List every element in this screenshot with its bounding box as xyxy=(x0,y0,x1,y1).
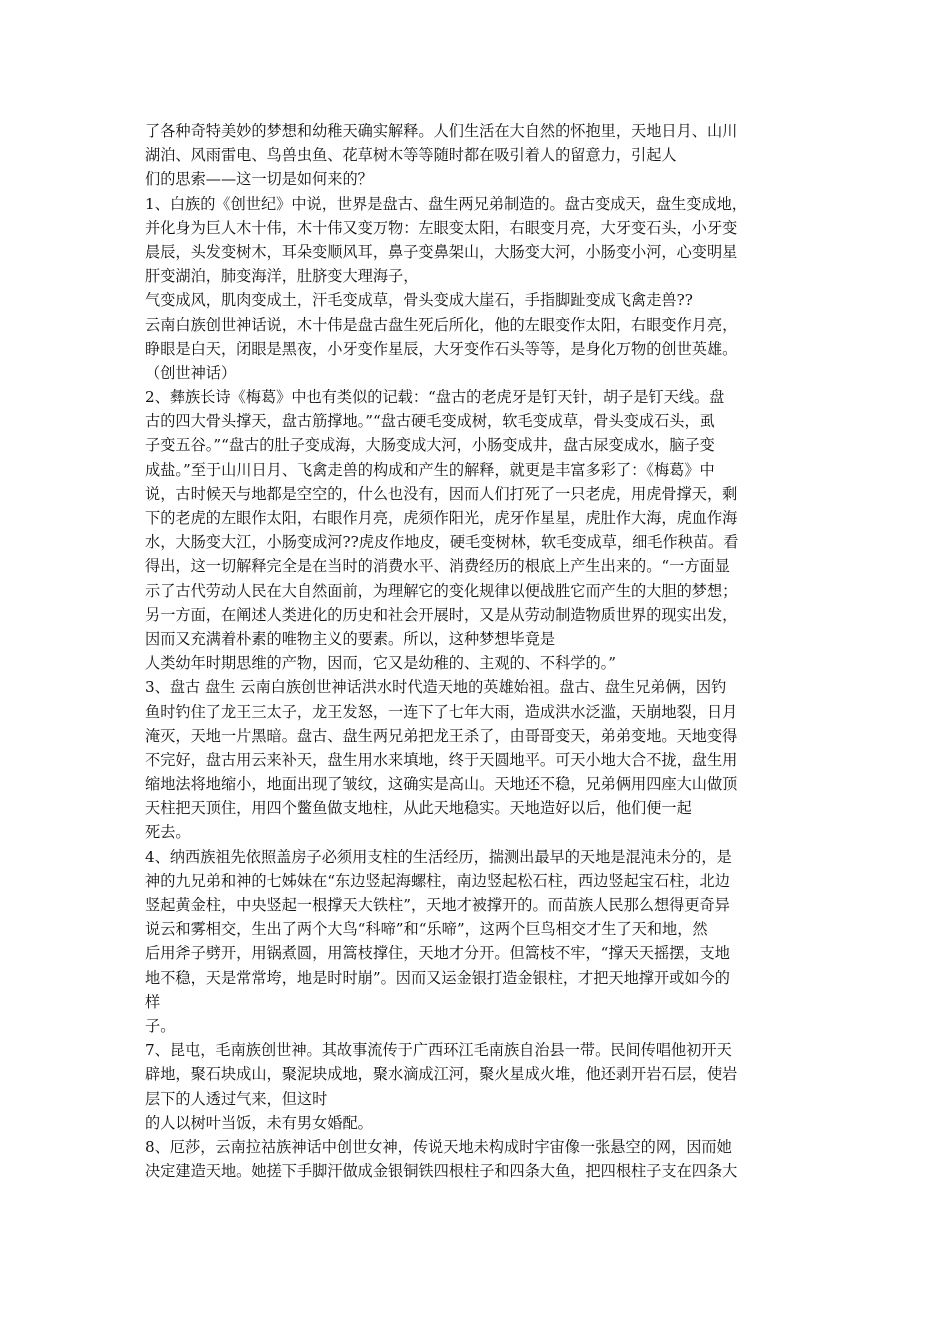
text-line: 8、厄莎，云南拉祜族神话中创世女神，传说天地未构成时宇宙像一张悬空的网，因而她 xyxy=(145,1137,732,1156)
text-line: 睁眼是白天，闭眼是黑夜，小牙变作星辰，大牙变作石头等等，是身化万物的创世英雄。 xyxy=(145,339,738,358)
text-line: 样 xyxy=(145,992,161,1011)
text-line: 决定建造天地。她搓下手脚汗做成金银铜铁四根柱子和四条大鱼，把四根柱子支在四条大 xyxy=(145,1162,738,1181)
text-line: 说云和雾相交，生出了两个大鸟“科啼”和“乐啼”，这两个巨鸟相交才生了天和地，然 xyxy=(145,920,708,939)
text-line: 1、白族的《创世纪》中说，世界是盘古、盘生两兄弟制造的。盘古变成天，盘生变成地， xyxy=(145,194,747,213)
text-line: 天柱把天顶住，用四个鳖鱼做支地柱，从此天地稳实。天地造好以后，他们便一起 xyxy=(145,799,692,818)
text-line: 气变成风，肌肉变成土，汗毛变成草，骨头变成大崖石，手指脚趾变成飞禽走兽?? xyxy=(145,291,693,310)
text-line: 们的思索——这一切是如何来的？ xyxy=(145,170,373,189)
text-line: 缩地法将地缩小，地面出现了皱纹，这确实是高山。天地还不稳，兄弟俩用四座大山做顶 xyxy=(145,775,738,794)
text-line: 湖泊、风雨雷电、鸟兽虫鱼、花草树木等等随时都在吸引着人的留意力，引起人 xyxy=(145,146,677,165)
text-line: 淹灭，天地一片黑暗。盘古、盘生两兄弟把龙王杀了，由哥哥变天，弟弟变地。天地变得 xyxy=(145,726,738,745)
text-line: 辟地，聚石块成山，聚泥块成地，聚水滴成江河，聚火星成火堆，他还剥开岩石层，使岩 xyxy=(145,1065,738,1084)
text-line: 7、昆屯，毛南族创世神。其故事流传于广西环江毛南族自治县一带。民间传唱他初开天 xyxy=(145,1041,732,1060)
text-line: 神的九兄弟和神的七姊妹在“东边竖起海螺柱，南边竖起松石柱，西边竖起宝石柱，北边 xyxy=(145,871,730,890)
text-line: 水，大肠变大江，小肠变成河??虎皮作地皮，硬毛变树林，软毛变成草，细毛作秧苗。看 xyxy=(145,533,739,552)
text-line: 人类幼年时期思维的产物，因而，它又是幼稚的、主观的、不科学的。” xyxy=(145,654,616,673)
text-line: 死去。 xyxy=(145,823,191,842)
text-line: 另一方面，在阐述人类进化的历史和社会开展时，又是从劳动制造物质世界的现实出发， xyxy=(145,605,738,624)
text-line: 云南白族创世神话说，木十伟是盘古盘生死后所化，他的左眼变作太阳，右眼变作月亮， xyxy=(145,315,738,334)
text-line: 得出，这一切解释完全是在当时的消费水平、消费经历的根底上产生出来的。“一方面显 xyxy=(145,557,730,576)
text-line: 不完好，盘古用云来补天，盘生用水来填地，终于天圆地平。可天小地大合不拢，盘生用 xyxy=(145,750,738,769)
text-line: 下的老虎的左眼作太阳，右眼作月亮，虎须作阳光，虎牙作星星，虎肚作大海，虎血作海 xyxy=(145,509,738,527)
text-line: 成盐。”至于山川日月、飞禽走兽的构成和产生的解释，就更是丰富多彩了：《梅葛》中 xyxy=(145,460,715,479)
text-line: 子。 xyxy=(145,1016,176,1035)
text-line: 层下的人透过气来，但这时 xyxy=(145,1089,328,1108)
text-line: 并化身为巨人木十伟，木十伟又变万物：左眼变太阳，右眼变月亮，大牙变石头，小牙变 xyxy=(145,218,738,237)
text-line: 后用斧子劈开，用锅煮圆，用篙枝撑住，天地才分开。但篙枝不牢，“撑天天摇摆，支地 xyxy=(145,944,730,963)
text-line: 竖起黄金柱，中央竖起一根撑天大铁柱”，天地才被撑开的。而苗族人民那么想得更奇异 xyxy=(145,896,730,914)
text-line: 晨辰，头发变树木，耳朵变顺风耳，鼻子变鼻架山，大肠变大河，小肠变小河，心变明星 xyxy=(145,242,738,261)
text-line: 了各种奇特美妙的梦想和幼稚天确实解释。人们生活在大自然的怀抱里，天地日月、山川 xyxy=(145,122,738,140)
text-line: 因而又充满着朴素的唯物主义的要素。所以，这种梦想毕竟是 xyxy=(145,629,556,648)
text-line: 的人以树叶当饭，未有男女婚配。 xyxy=(145,1113,373,1132)
text-line: 古的四大骨头撑天，盘古筋撑地。”“盘古硬毛变成树，软毛变成草，骨头变成石头，虱 xyxy=(145,412,715,431)
body-text xyxy=(145,119,810,1183)
text-line: 肝变湖泊，肺变海洋，肚脐变大理海子， xyxy=(145,267,419,286)
text-line: 子变五谷。”“盘古的肚子变成海，大肠变成大河，小肠变成井，盘古尿变成水，脑子变 xyxy=(145,436,715,455)
text-line: 鱼时钓住了龙王三太子，龙王发怒，一连下了七年大雨，造成洪水泛滥，天崩地裂，日月 xyxy=(145,702,738,721)
text-line: （创世神话） xyxy=(145,363,237,382)
text-line: 地不稳，天是常常垮，地是时时崩”。因而又运金银打造金银柱，才把天地撑开或如今的 xyxy=(145,968,730,987)
text-line: 2、彝族长诗《梅葛》中也有类似的记载：“盘古的老虎牙是钉天针，胡子是钉天线。盘 xyxy=(145,388,725,407)
text-line: 示了古代劳动人民在大自然面前，为理解它的变化规律以便战胜它而产生的大胆的梦想； xyxy=(145,581,738,600)
text-line: 说，古时候天与地都是空空的，什么也没有，因而人们打死了一只老虎，用虎骨撑天，剩 xyxy=(145,484,738,503)
text-line: 3、盘古 盘生 云南白族创世神话洪水时代造天地的英雄始祖。盘古、盘生兄弟俩，因钓 xyxy=(145,678,727,697)
text-line: 4、纳西族祖先依照盖房子必须用支柱的生活经历，揣测出最早的天地是混沌未分的，是 xyxy=(145,847,732,866)
